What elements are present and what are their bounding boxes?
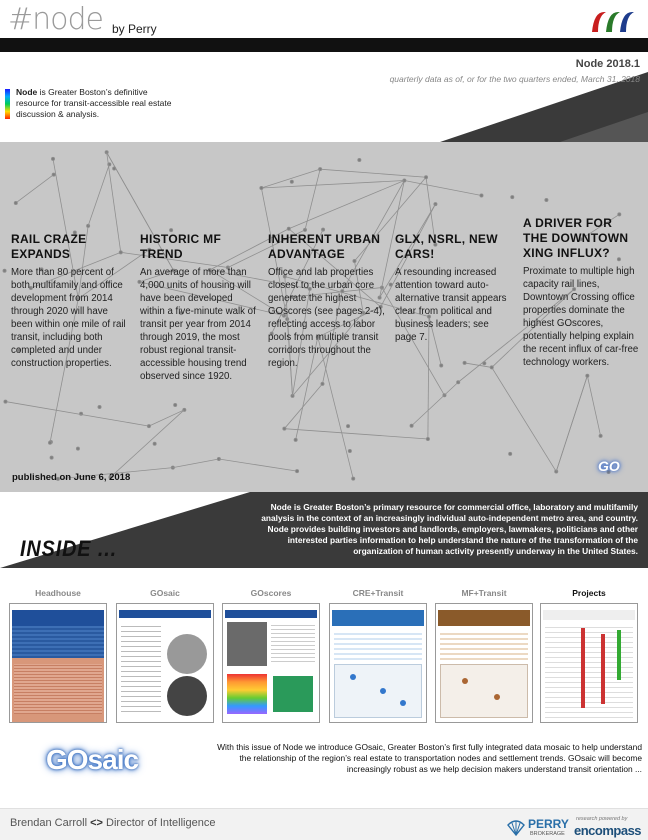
- footer: [0, 808, 648, 840]
- separator-icon: <>: [90, 817, 103, 829]
- column-heading: RAIL CRAZE EXPANDS: [11, 232, 87, 261]
- column-heading: INHERENT URBAN ADVANTAGE: [268, 232, 381, 261]
- page-thumbnail[interactable]: [540, 603, 638, 723]
- header-divider: [0, 38, 648, 52]
- author-credit: [10, 817, 215, 829]
- perry-sub: BROKERAGE: [530, 831, 565, 837]
- perry-label: PERRY: [528, 817, 569, 831]
- section-goscores[interactable]: [222, 588, 320, 723]
- gosaic-description: With this issue of Node we introduce GOsaic, Greater Boston’s first fully integrated data mosaic to help understand the relationship of the region’s real estate to transportation nodes and settlement trends. GOsaic will become increasingly robust as we help decision makers understand transit orientation ...: [217, 742, 642, 774]
- column-body: A resounding increased attention toward auto-alternative transit appears clear from political and business leaders; see page 7.: [395, 267, 507, 343]
- spectrum-bar: [5, 89, 10, 119]
- column-heading: A DRIVER FOR THE DOWNTOWN XING INFLUX?: [523, 216, 629, 260]
- column-body: More than 80 percent of both multifamily and office development from 2014 through 2020 will have been within one mile of rail transit, including both completed and under construction properties.: [11, 267, 126, 369]
- hero-panel: [0, 52, 648, 492]
- perry-stripes-logo-icon: [588, 8, 636, 34]
- section-label: CRE+Transit: [352, 588, 404, 598]
- shell-icon: [506, 817, 526, 837]
- intro-text: [16, 87, 176, 120]
- author-role: Director of Intelligence: [106, 817, 216, 829]
- author-name: Brendan Carroll: [10, 817, 88, 829]
- page-thumbnail[interactable]: [9, 603, 107, 723]
- column-historic-mf: [140, 232, 258, 383]
- section-thumbnails: [0, 588, 648, 728]
- page-thumbnail[interactable]: [116, 603, 214, 723]
- section-gosaic[interactable]: [116, 588, 214, 723]
- section-projects[interactable]: [540, 588, 638, 723]
- column-urban-advantage: [268, 232, 386, 370]
- section-label: GOscores: [250, 588, 292, 598]
- go-badge: GO: [598, 458, 620, 474]
- page-thumbnail[interactable]: [329, 603, 427, 723]
- logo-byline: by Perry: [112, 22, 157, 36]
- section-label: GOsaic: [150, 588, 180, 598]
- section-label: Projects: [572, 588, 606, 598]
- column-glx: [395, 232, 507, 344]
- section-cre-transit[interactable]: [329, 588, 427, 723]
- section-headhouse[interactable]: [9, 588, 107, 723]
- column-body: Office and lab properties closest to the urban core generate the highest GOscores (see pages 2-4), reflecting access to labor pools from multiple transit corridors throughout the region.: [268, 267, 385, 369]
- section-mf-transit[interactable]: [435, 588, 533, 723]
- intro-body: is Greater Boston’s definitive resource for transit-accessible real estate discussion & analysis.: [16, 87, 172, 119]
- gosaic-logo: GOsaic: [46, 744, 139, 775]
- column-heading: HISTORIC MF TREND: [140, 232, 222, 261]
- edition-area: [0, 52, 648, 142]
- intro-brand: Node: [16, 87, 38, 97]
- edition-title: Node 2018.1: [575, 58, 640, 70]
- edition-subtitle: quarterly data as of, or for the two quarters ended, March 31, 2018: [389, 74, 640, 84]
- column-heading: GLX, NSRL, NEW CARS!: [395, 232, 498, 261]
- column-downtown-xing: [523, 216, 639, 369]
- published-date: published on June 6, 2018: [12, 472, 131, 483]
- column-body: Proximate to multiple high capacity rail lines, Downtown Crossing office properties dominate the highest GOscores, potentially helping explain the recent influx of car-free technology workers.: [523, 266, 639, 368]
- column-rail-craze: [11, 232, 129, 370]
- inside-heading: INSIDE ...: [20, 536, 118, 561]
- node-logo: #node: [8, 2, 104, 37]
- description-text: Node is Greater Boston’s primary resource for commercial office, laboratory and multifamily analysis in the context of an increasingly individual auto-independent metro area, and country. Node provides building investors and landlords, employers, lawmakers, politicians and other interested parties information to help understand the nature of the transformation of the organization of human activity presently underway in the United States.: [261, 502, 638, 556]
- powered-label: research powered by: [576, 816, 628, 822]
- perry-encompass-logo: [506, 814, 646, 840]
- section-label: MF+Transit: [461, 588, 507, 598]
- page-thumbnail[interactable]: [222, 603, 320, 723]
- encompass-label: encompass: [574, 823, 642, 838]
- section-label: Headhouse: [35, 588, 81, 598]
- masthead: [0, 0, 648, 38]
- page-thumbnail[interactable]: [435, 603, 533, 723]
- column-body: An average of more than 4,000 units of housing will have been developed within a five-minute walk of transit per year from 2014 through 2019, the most robust regional transit-accessible housing trend observed since 1920.: [140, 267, 256, 382]
